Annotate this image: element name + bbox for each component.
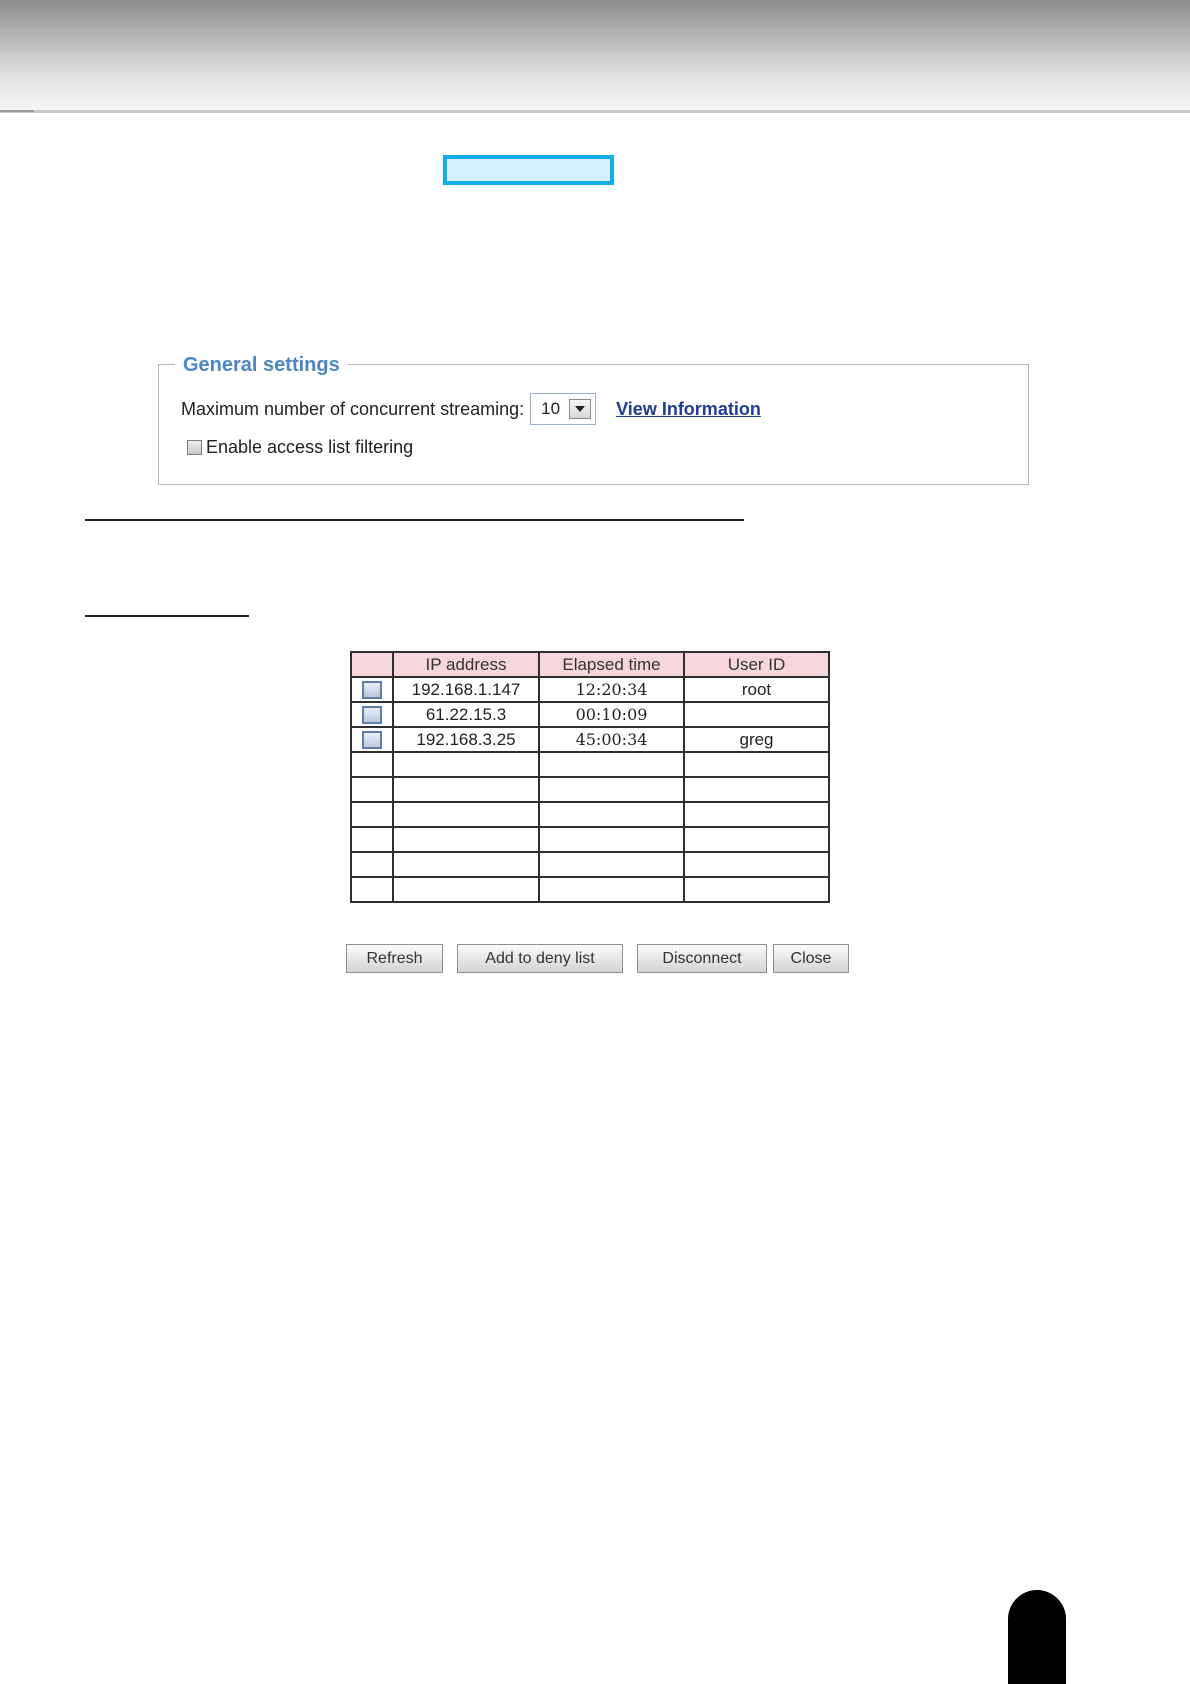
elapsed-cell: 12:20:34 xyxy=(539,677,684,702)
access-filter-checkbox[interactable] xyxy=(187,440,202,455)
header-banner xyxy=(0,0,1190,113)
max-streaming-value: 10 xyxy=(541,399,561,418)
user-cell: greg xyxy=(684,727,829,752)
max-streaming-select[interactable] xyxy=(530,393,596,425)
user-cell: root xyxy=(684,677,829,702)
subheading-underline xyxy=(85,615,249,617)
row-select-cell xyxy=(351,727,393,752)
empty-row xyxy=(351,752,829,777)
general-settings-legend: General settings xyxy=(175,353,348,377)
checkbox-unchecked-icon[interactable] xyxy=(362,731,382,749)
user-cell xyxy=(684,702,829,727)
empty-row xyxy=(351,777,829,802)
ip-cell: 192.168.3.25 xyxy=(393,727,539,752)
checkbox-unchecked-icon[interactable] xyxy=(362,706,382,724)
table-header-row xyxy=(351,652,829,677)
row-select-cell xyxy=(351,702,393,727)
general-settings-panel xyxy=(158,354,1029,485)
header-select xyxy=(351,652,393,677)
heading-underline xyxy=(85,519,744,521)
header-tick xyxy=(0,110,34,112)
view-information-link[interactable]: View Information xyxy=(616,398,761,419)
page-number-tab xyxy=(1008,1590,1066,1684)
max-streaming-row xyxy=(181,393,761,425)
ip-cell: 61.22.15.3 xyxy=(393,702,539,727)
max-streaming-label: Maximum number of concurrent streaming: xyxy=(181,398,525,419)
close-button[interactable]: Close xyxy=(773,944,849,973)
empty-row xyxy=(351,827,829,852)
header-elapsed-time: Elapsed time xyxy=(539,652,684,677)
checkbox-unchecked-icon[interactable] xyxy=(362,681,382,699)
elapsed-cell: 45:00:34 xyxy=(539,727,684,752)
disconnect-button[interactable]: Disconnect xyxy=(637,944,767,973)
connection-table xyxy=(350,651,830,903)
access-filter-label: Enable access list filtering xyxy=(206,437,414,457)
empty-row xyxy=(351,852,829,877)
add-to-deny-list-button[interactable]: Add to deny list xyxy=(457,944,623,973)
chevron-down-icon[interactable] xyxy=(569,399,591,419)
access-filter-row xyxy=(187,437,413,458)
empty-row xyxy=(351,877,829,902)
empty-row xyxy=(351,802,829,827)
elapsed-cell: 00:10:09 xyxy=(539,702,684,727)
row-select-cell xyxy=(351,677,393,702)
header-ip-address: IP address xyxy=(393,652,539,677)
refresh-button[interactable]: Refresh xyxy=(346,944,443,973)
table-row xyxy=(351,702,829,727)
highlight-box xyxy=(443,155,614,185)
ip-cell: 192.168.1.147 xyxy=(393,677,539,702)
table-row xyxy=(351,727,829,752)
table-row xyxy=(351,677,829,702)
header-user-id: User ID xyxy=(684,652,829,677)
